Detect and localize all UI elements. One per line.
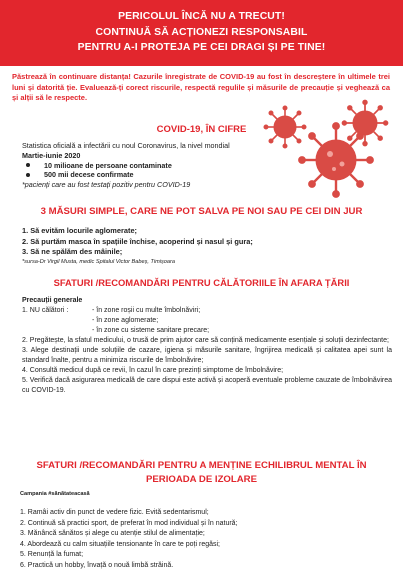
izolare-heading: SFATURI /RECOMANDĂRI PENTRU A MENȚINE ECHILIBRUL MENTAL ÎN PERIOADA DE IZOLARE bbox=[36, 460, 367, 485]
banner-line-2: CONTINUĂ SĂ ACȚIONEZI RESPONSABIL bbox=[95, 26, 308, 38]
stats-bullet: 10 milioane de persoane contaminate bbox=[44, 160, 172, 170]
nu-label: 1. NU călători : bbox=[22, 307, 69, 314]
calatorii-heading: SFATURI /RECOMANDĂRI PENTRU CĂLĂTORIILE ÎN AFARA ȚĂRII bbox=[53, 277, 350, 288]
list-item: 2. Să purtăm masca în spațiile închise, acoperind și nasul și gura; bbox=[22, 236, 253, 246]
cifre-heading: COVID-19, ÎN CIFRE bbox=[156, 124, 247, 135]
list-item: 3. Să ne spălăm des mâinile; bbox=[22, 247, 123, 257]
list-item: 2. Continuă să practici sport, de preferat în mod individual și în natură; bbox=[20, 519, 238, 527]
list-item bbox=[26, 161, 302, 171]
list-item: 3. Alege destinații unde soluțiile de cazare, igiena și măsurile sanitare, îngrijirea medicală și calitatea apei sunt la standard înalte, pentru a minimiza riscurile de îmbolnăvire; bbox=[22, 347, 392, 364]
list-item: 5. Verifică dacă asigurarea medicală de care dispui este activă și acoperă eventuale probleme cauzate de îmbolnăvirea cu COVID-19. bbox=[22, 377, 392, 394]
banner-line-3: PENTRU A-I PROTEJA PE CEI DRAGI ȘI PE TINE! bbox=[77, 42, 326, 53]
nu-item: - în zone roșii cu multe îmbolnăviri; bbox=[92, 307, 201, 314]
bullet-icon bbox=[26, 163, 30, 167]
list-item: 1. Ramâi activ din punct de vedere fizic. Evită sedentarismul; bbox=[20, 509, 209, 516]
intro-paragraph: Păstrează în continuare distanța! Cazurile înregistrate de COVID-19 au fost în descreștere în ultimele trei luni și datorită ție. Evaluează-ți corect riscurile, respectă regulile și măsurile de precauție și veghează ca și alții să le respecte. bbox=[12, 72, 390, 102]
stats-block bbox=[22, 141, 302, 190]
calatorii-subheading: Precauții generale bbox=[22, 297, 83, 304]
masuri-heading: 3 MĂSURI SIMPLE, CARE NE POT SALVA PE NOI SAU PE CEI DIN JUR bbox=[40, 206, 363, 217]
izolare-list bbox=[20, 508, 390, 572]
masuri-source: *sursa-Dr Virgil Musta, medic Spitalul Victor Babeș, Timișoara bbox=[22, 258, 176, 265]
list-item: 1. Să evităm locurile aglomerate; bbox=[22, 226, 138, 235]
masuri-list bbox=[22, 226, 392, 266]
stats-period: Martie-iunie 2020 bbox=[22, 150, 81, 160]
nu-item: - în zone aglomerate; bbox=[92, 317, 159, 324]
calatorii-block bbox=[22, 296, 392, 396]
header-banner bbox=[0, 0, 403, 66]
list-item bbox=[26, 170, 302, 180]
campaign-tag: Campania #sănătateacasă bbox=[20, 491, 90, 497]
nu-item: - în zone cu sisteme sanitare precare; bbox=[92, 327, 210, 334]
bullet-icon bbox=[26, 173, 30, 177]
list-item: 3. Mănâncă sănătos și alege cu atenție stilul de alimentație; bbox=[20, 530, 205, 538]
list-item: 4. Consultă medicul după ce revii, în cazul în care prezinți simptome de îmbolnăvire; bbox=[22, 367, 284, 374]
stats-note: *pacienți care au fost testați pozitiv pentru COVID-19 bbox=[22, 180, 191, 190]
list-item: 6. Practică un hobby, învață o nouă limbă străină. bbox=[20, 561, 174, 569]
coronavirus-icon bbox=[340, 98, 390, 148]
stats-line: Statistica oficială a infectării cu noul Coronavirus, la nivel mondial bbox=[22, 141, 230, 150]
list-item: 4. Abordează cu calm situațiile tensionante în care te poți regăsi; bbox=[20, 540, 221, 548]
list-item: 5. Renunță la fumat; bbox=[20, 551, 84, 559]
banner-line-1: PERICOLUL ÎNCĂ NU A TRECUT! bbox=[118, 11, 285, 22]
stats-bullet: 500 mii decese confirmate bbox=[44, 170, 134, 180]
list-item: 2. Pregătește, la sfatul medicului, o trusă de prim ajutor care să conțină medicamente esențiale și soluții dezinfectante; bbox=[22, 337, 389, 344]
list-item bbox=[22, 306, 392, 316]
